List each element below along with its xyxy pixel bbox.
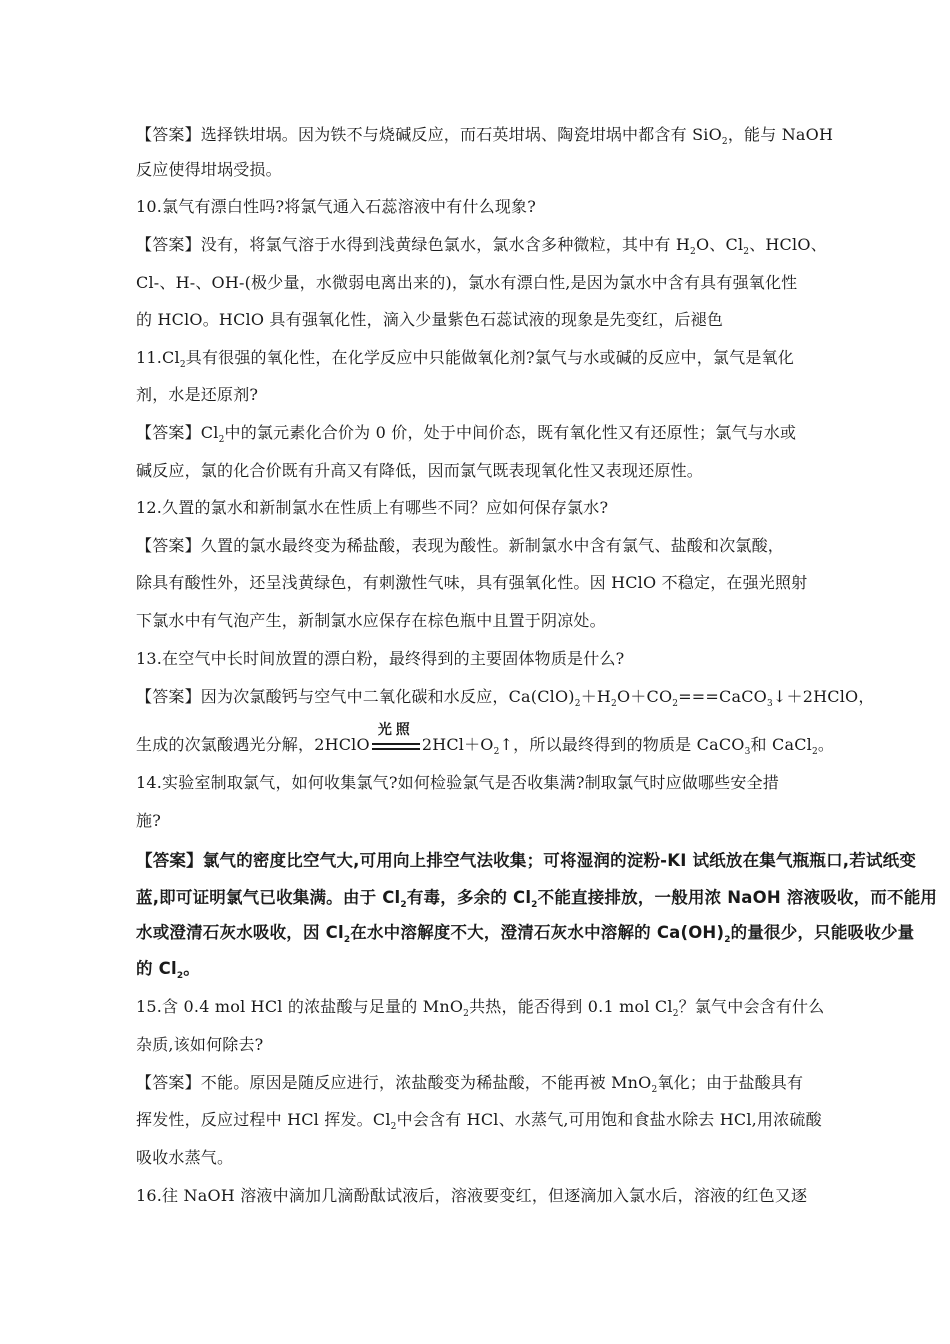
question-13: 13.在空气中长时间放置的漂白粉，最终得到的主要固体物质是什么? [136,649,625,668]
answer-15-line-2: 挥发性，反应过程中 HCl 挥发。$Cl_2$中会含有 HCl、水蒸气,可用饱和食盐水除去 HCl,用浓硫酸 [136,1110,822,1132]
answer-15-line-3: 吸收水蒸气。 [136,1148,234,1167]
answer-12-line-3: 下氯水中有气泡产生，新制氯水应保存在棕色瓶中且置于阴凉处。 [136,611,606,630]
reaction-condition-arrow [370,722,422,756]
question-14-line-1: 14.实验室制取氯气，如何收集氯气?如何检验氯气是否收集满?制取氯气时应做哪些安全措 [136,773,780,792]
question-11-line-1: $11.Cl_2$具有很强的氧化性，在化学反应中只能做氧化剂?氯气与水或碱的反应中，氯气是氧化 [136,348,794,370]
answer-9-line-1: 【答案】选择铁坩埚。因为铁不与烧碱反应，而石英坩埚、陶瓷坩埚中都含有 SiO$_2$，能与 NaOH [136,125,834,147]
answer-10-line-3: 的 HClO。HClO 具有强氧化性，滴入少量紫色石蕊试液的现象是先变红，后褪色 [136,310,724,329]
answer-14-line-1: 【答案】氯气的密度比空气大,可用向上排空气法收集；可将湿润的淀粉-KI 试纸放在集气瓶瓶口,若试纸变 [136,851,917,870]
answer-14-line-3: 水或澄清石灰水吸收，因 $Cl_2$在水中溶解度不大，澄清石灰水中溶解的 $Ca(OH)_2$的量很少，只能吸收少量 [136,923,915,945]
answer-14-line-2: 蓝,即可证明氯气已收集满。由于 $Cl_2$有毒，多余的 $Cl_2$不能直接排放，一般用浓 NaOH 溶液吸收，而不能用 [136,888,938,910]
answer-11-line-2: 碱反应，氯的化合价既有升高又有降低，因而氯气既表现氧化性又表现还原性。 [136,461,704,480]
question-11-line-2: 剂，水是还原剂? [136,385,259,404]
answer-9-line-2: 反应使得坩埚受损。 [136,160,282,179]
question-15-line-2: 杂质,该如何除去? [136,1035,264,1054]
answer-12-line-2: 除具有酸性外，还呈浅黄绿色，有刺激性气味，具有强氧化性。因 HClO 不稳定，在强光照射 [136,573,808,592]
answer-14-line-4: 的 $Cl_2$。 [136,959,200,981]
answer-10-line-2: Cl-、H-、OH-(极少量，水微弱电离出来的)，氯水有漂白性,是因为氯水中含有具有强氧化性 [136,273,798,292]
question-16: 16.往 NaOH 溶液中滴加几滴酚酞试液后，溶液要变红，但逐滴加入氯水后，溶液的红色又逐 [136,1186,808,1205]
question-15-line-1: 15.含 0.4 mol HCl 的浓盐酸与足量的 MnO$_2$共热，能否得到 0.1 mol $Cl_2$？氯气中会含有什么 [136,997,825,1019]
answer-13-line-2: 生成的次氯酸遇光分解，2HClO 光照 $2HCl+O_2↑$，所以最终得到的物质是 CaCO$_3$和 CaCl$_2$。 [136,734,834,756]
answer-12-line-1: 【答案】久置的氯水最终变为稀盐酸，表现为酸性。新制氯水中含有氯气、盐酸和次氯酸， [136,536,785,555]
question-12: 12.久置的氯水和新制氯水在性质上有哪些不同？应如何保存氯水? [136,498,609,517]
answer-10-line-1: 【答案】没有，将氯气溶于水得到浅黄绿色氯水，氯水含多种微粒，其中有 $H_2O$、$Cl_2$、HClO、 [136,235,827,257]
question-10: 10.氯气有漂白性吗?将氯气通入石蕊溶液中有什么现象? [136,197,537,216]
question-14-line-2: 施? [136,811,161,830]
answer-11-line-1: 【答案】$Cl_2$中的氯元素化合价为 0 价，处于中间价态，既有氧化性又有还原性；氯气与水或 [136,423,797,445]
answer-13-line-1: 【答案】因为次氯酸钙与空气中二氧化碳和水反应，$Ca(ClO)_2+H_2O+CO_2===CaCO_3↓+2HClO$， [136,687,875,709]
answer-15-line-1: 【答案】不能。原因是随反应进行，浓盐酸变为稀盐酸，不能再被 MnO$_2$氧化；由于盐酸具有 [136,1073,804,1095]
light-condition-label: 光照 [377,722,414,738]
